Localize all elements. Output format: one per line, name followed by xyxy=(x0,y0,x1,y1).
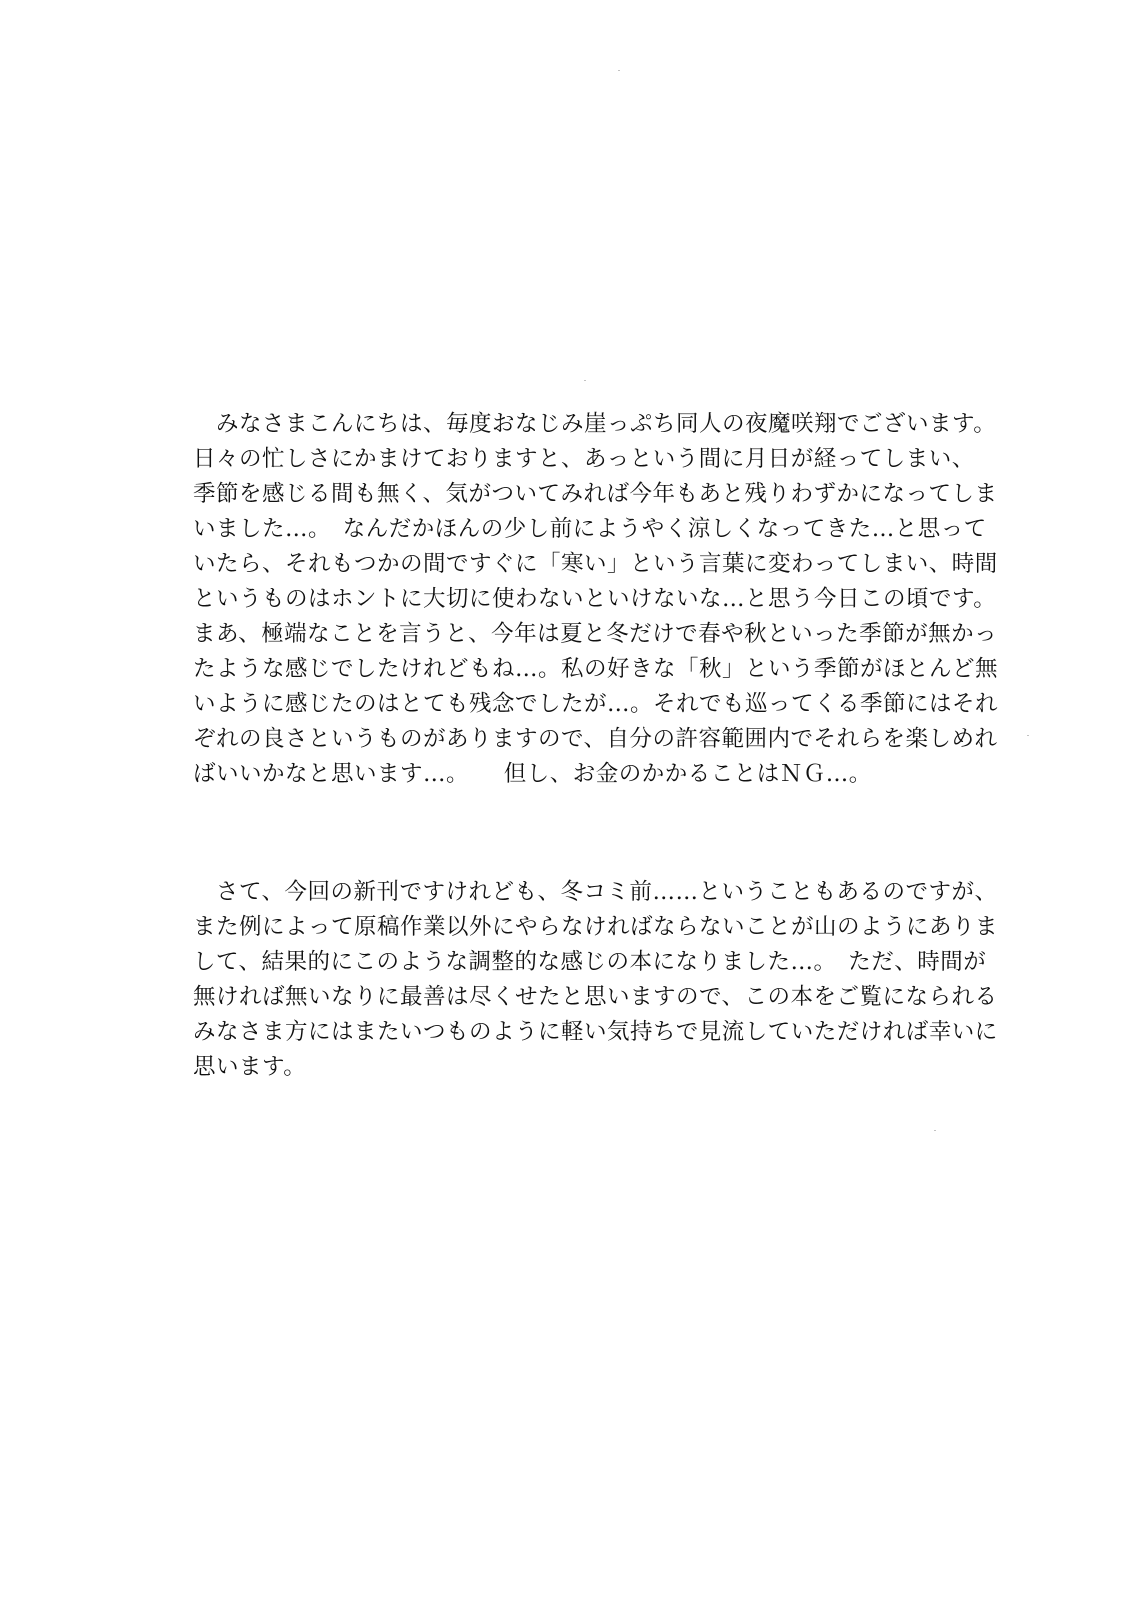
text-line: いたら、それもつかの間ですぐに「寒い」という言葉に変わってしまい、時間 xyxy=(193,551,998,577)
text-line: いように感じたのはとても残念でしたが…。それでも巡ってくる季節にはそれ xyxy=(193,691,999,717)
paragraph-greeting xyxy=(193,407,1013,792)
scan-speck xyxy=(584,380,586,381)
text-line: というものはホントに大切に使わないといけないな…と思う今日この頃です。 xyxy=(193,586,997,612)
text-line: して、結果的にこのような調整的な感じの本になりました…。 ただ、時間が xyxy=(193,949,987,975)
text-line: 無ければ無いなりに最善は尽くせたと思いますので、この本をご覧になられる xyxy=(193,984,998,1010)
text-line: ばいいかなと思います…。 但し、お金のかかることはＮＧ…。 xyxy=(193,761,872,787)
text-line: 思います。 xyxy=(193,1054,307,1080)
paragraph-new-release xyxy=(193,875,1013,1085)
text-line: また例によって原稿作業以外にやらなければならないことが山のようにありま xyxy=(193,914,999,940)
text-line: 季節を感じる間も無く、気がついてみれば今年もあと残りわずかになってしま xyxy=(193,481,998,507)
text-line: みなさま方にはまたいつものように軽い気持ちで見流していただければ幸いに xyxy=(193,1019,998,1045)
text-line: みなさまこんにちは、毎度おなじみ崖っぷち同人の夜魔咲翔でございます。 xyxy=(193,411,997,437)
text-line: まあ、極端なことを言うと、今年は夏と冬だけで春や秋といった季節が無かっ xyxy=(193,621,998,647)
scan-speck xyxy=(934,1130,936,1131)
scan-speck xyxy=(618,70,620,71)
text-line: さて、今回の新刊ですけれども、冬コミ前……ということもあるのですが、 xyxy=(193,879,998,905)
text-line: ぞれの良さというものがありますので、自分の許容範囲内でそれらを楽しめれ xyxy=(193,726,998,752)
text-line: 日々の忙しさにかまけておりますと、あっという間に月日が経ってしまい、 xyxy=(193,446,975,472)
scan-speck xyxy=(1027,735,1029,736)
text-line: たような感じでしたけれどもね…。私の好きな「秋」という季節がほとんど無 xyxy=(193,656,999,682)
text-line: いました…。 なんだかほんの少し前にようやく涼しくなってきた…と思って xyxy=(193,516,987,542)
